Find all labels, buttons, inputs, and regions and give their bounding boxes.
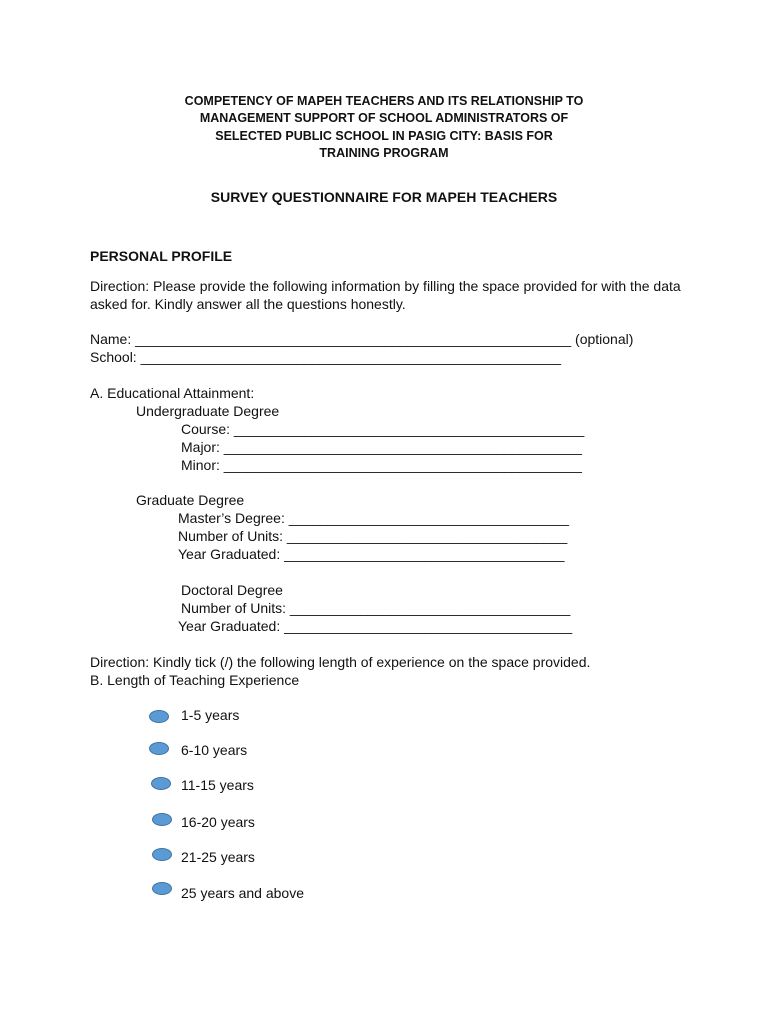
experience-radio-11-15[interactable] xyxy=(151,777,171,790)
experience-radio-6-10[interactable] xyxy=(149,742,169,755)
doctoral-year-field[interactable]: Year Graduated: _____________________________________ xyxy=(178,618,573,634)
section-heading: PERSONAL PROFILE xyxy=(90,248,233,264)
experience-radio-16-20[interactable] xyxy=(152,813,172,826)
major-field[interactable]: Major: ______________________________________________ xyxy=(181,439,582,455)
minor-field[interactable]: Minor: ______________________________________________ xyxy=(181,457,582,473)
experience-option-label: 1-5 years xyxy=(181,707,240,723)
masters-degree-field[interactable]: Master’s Degree: ____________________________________ xyxy=(178,510,570,526)
experience-option-label: 6-10 years xyxy=(181,742,248,758)
experience-radio-25-above[interactable] xyxy=(152,882,172,895)
experience-option-label: 11-15 years xyxy=(181,777,254,793)
course-field[interactable]: Course: _____________________________________________ xyxy=(181,421,585,437)
masters-units-field[interactable]: Number of Units: ____________________________________ xyxy=(178,528,568,544)
name-field[interactable]: Name: ________________________________________________________ (optional) xyxy=(90,331,634,347)
experience-option-label: 16-20 years xyxy=(181,814,255,830)
experience-option-label: 21-25 years xyxy=(181,849,255,865)
title-line: COMPETENCY OF MAPEH TEACHERS AND ITS RELATIONSHIP TO xyxy=(184,94,584,108)
experience-option-label: 25 years and above xyxy=(181,885,304,901)
graduate-heading: Graduate Degree xyxy=(136,492,245,508)
title-line: MANAGEMENT SUPPORT OF SCHOOL ADMINISTRATORS OF xyxy=(199,111,569,126)
section-a-label: A. Educational Attainment: xyxy=(90,385,255,401)
masters-year-field[interactable]: Year Graduated: ____________________________________ xyxy=(178,546,565,562)
document-title xyxy=(120,93,648,162)
direction-text: Direction: Please provide the following information by filling the space provided for with the data asked for. Kindly answer all the questions honestly. xyxy=(90,278,681,312)
doctoral-units-field[interactable]: Number of Units: ____________________________________ xyxy=(181,600,571,616)
experience-radio-1-5[interactable] xyxy=(149,710,169,723)
title-line: SELECTED PUBLIC SCHOOL IN PASIG CITY: BASIS FOR xyxy=(215,128,553,143)
school-field[interactable]: School: ______________________________________________________ xyxy=(90,349,562,365)
direction-tick-text: Direction: Kindly tick (/) the following length of experience on the space provided. xyxy=(90,654,591,670)
title-line: TRAINING PROGRAM xyxy=(319,145,449,160)
experience-radio-21-25[interactable] xyxy=(152,848,172,861)
undergraduate-heading: Undergraduate Degree xyxy=(136,403,280,419)
doctoral-heading: Doctoral Degree xyxy=(181,582,283,598)
section-b-label: B. Length of Teaching Experience xyxy=(90,672,300,688)
document-subtitle: SURVEY QUESTIONNAIRE FOR MAPEH TEACHERS xyxy=(210,189,558,205)
